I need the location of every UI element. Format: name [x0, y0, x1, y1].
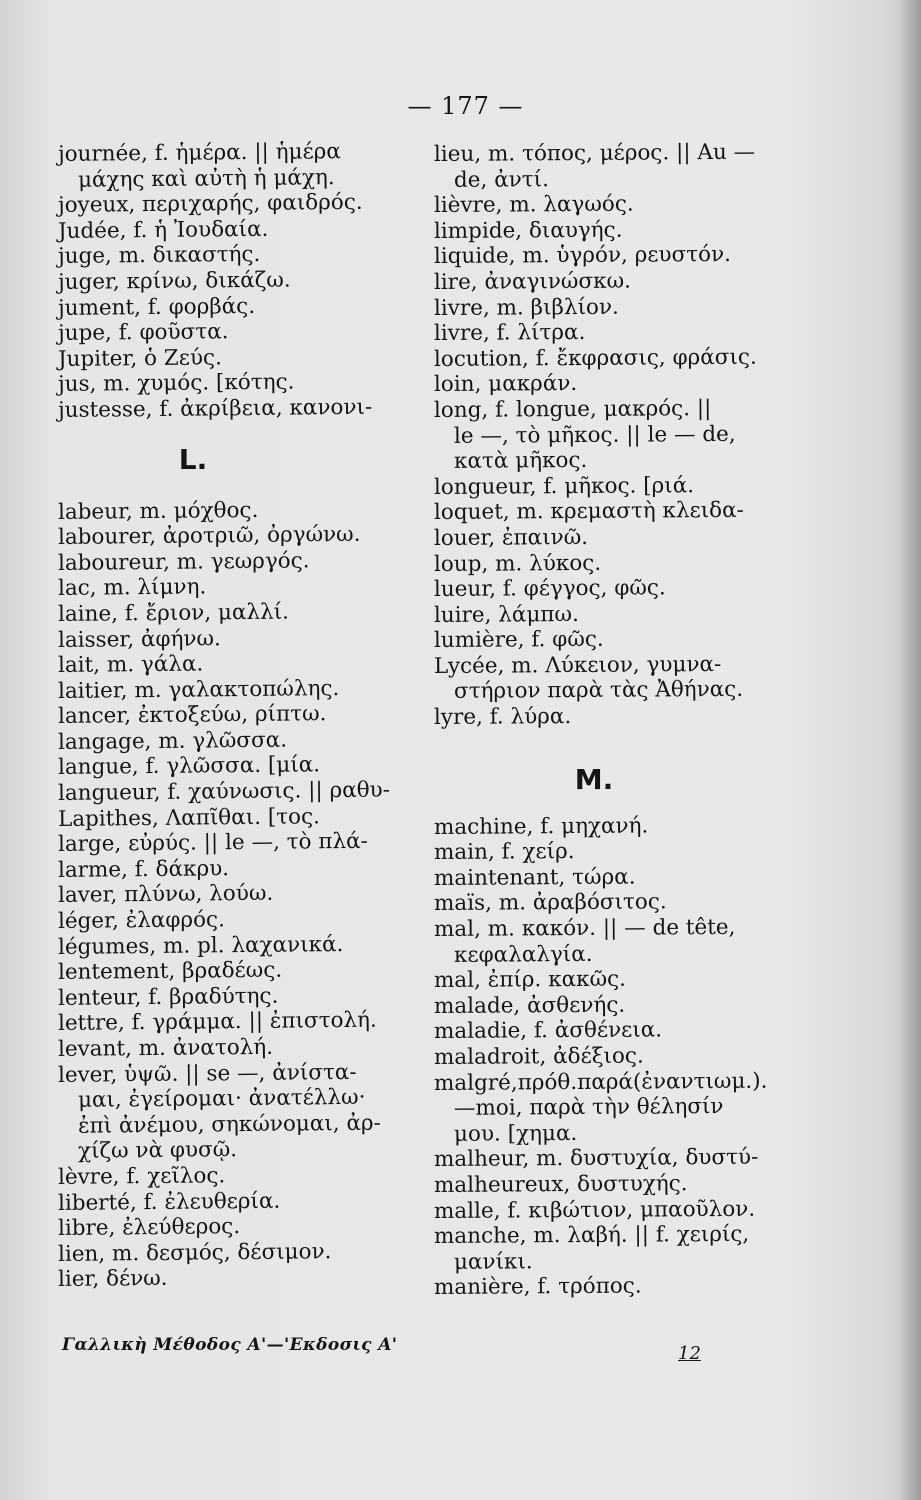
dictionary-entry: lire, ἀναγινώσκω.	[433, 268, 631, 295]
dictionary-entry: lièvre, m. λαγωός.	[433, 191, 634, 219]
dictionary-entry: loquet, m. κρεμαστὴ κλειδα-	[433, 498, 744, 526]
dictionary-entry: livre, m. βιβλίον.	[433, 294, 619, 321]
dictionary-entry: larme, f. δάκρυ.	[57, 856, 230, 883]
dictionary-entry: malade, ἀσθενής.	[433, 992, 626, 1019]
letter-heading: L.	[178, 442, 208, 476]
dictionary-entry: manche, m. λαβή. || f. χειρίς,	[433, 1221, 750, 1250]
right-column	[433, 139, 774, 1301]
dictionary-entry: long, f. longue, μακρός. ||	[433, 396, 712, 423]
dictionary-entry: mal, m. κακόν. || — de tête,	[433, 914, 736, 943]
entry-continuation: —moi, παρὰ τὴν θέλησίν	[453, 1094, 724, 1122]
dictionary-entry: langage, m. γλῶσσα.	[57, 727, 288, 755]
dictionary-entry: langueur, f. χαύνωσις. || ραθυ-	[57, 777, 391, 807]
dictionary-entry: léger, ἐλαφρός.	[57, 907, 225, 935]
book-title-footer: Γαλλικὴ Μέθοδος Α'—'Εκδοσις Α'	[62, 1335, 398, 1355]
dictionary-entry: jument, f. φορβάς.	[57, 293, 256, 321]
dictionary-entry: louer, ἐπαινῶ.	[433, 524, 589, 551]
dictionary-entry: mal, ἐπίρ. κακῶς.	[433, 966, 627, 994]
dictionary-entry: légumes, m. pl. λαχανικά.	[57, 931, 344, 960]
dictionary-entry: labeur, m. μόχθος.	[57, 497, 259, 525]
entry-continuation: ἐπὶ ἀνέμου, σηκώνομαι, ἀρ-	[77, 1110, 381, 1139]
dictionary-entry: jupe, f. φοῦστα.	[57, 319, 229, 347]
dictionary-entry: manière, f. τρόπος.	[433, 1273, 642, 1301]
dictionary-entry: labourer, ἀροτριῶ, ὀργώνω.	[57, 521, 361, 551]
dictionary-entry: lèvre, f. χεῖλος.	[57, 1163, 226, 1190]
dictionary-entry: livre, f. λίτρα.	[433, 320, 586, 347]
dictionary-entry: levant, m. ἀνατολή.	[57, 1034, 274, 1062]
dictionary-entry: Lycée, m. Λύκειον, γυμνα-	[433, 651, 722, 679]
dictionary-entry: laitier, m. γαλακτοπώλης.	[57, 675, 340, 704]
dictionary-entry: lancer, ἐκτοξεύω, ρίπτω.	[57, 701, 327, 730]
left-column	[57, 139, 398, 1293]
dictionary-entry: lait, m. γάλα.	[57, 651, 204, 679]
dictionary-entry: maladroit, ἀδέξιος.	[433, 1043, 644, 1070]
dictionary-entry: lettre, f. γράμμα. || ἐπιστολή.	[57, 1008, 377, 1037]
dictionary-entry: malheureux, δυστυχής.	[433, 1171, 688, 1198]
dictionary-entry: laver, πλύνω, λούω.	[57, 881, 274, 909]
dictionary-entry: laisser, ἀφήνω.	[57, 625, 221, 653]
dictionary-entry: lier, δένω.	[57, 1266, 168, 1293]
dictionary-entry: locution, f. ἔκφρασις, φράσις.	[433, 344, 757, 372]
dictionary-entry: lever, ὑψῶ. || se —, ἀνίστα-	[57, 1059, 357, 1088]
dictionary-entry: malheur, m. δυστυχία, δυστύ-	[433, 1145, 759, 1173]
dictionary-entry: maladie, f. ἀσθένεια.	[433, 1017, 663, 1045]
dictionary-entry: journée, f. ἡμέρα. || ἡμέρα	[57, 139, 341, 167]
entry-continuation: στήριον παρὰ τὰς Ἀθήνας.	[453, 677, 744, 705]
dictionary-entry: laine, f. ἔριον, μαλλί.	[57, 599, 290, 627]
dictionary-entry: langue, f. γλῶσσα. [μία.	[57, 752, 321, 781]
dictionary-entry: liquide, m. ὑγρόν, ρευστόν.	[433, 242, 732, 270]
dictionary-entry: lyre, f. λύρα.	[433, 704, 572, 731]
page-edge-shadow	[899, 0, 921, 1500]
dictionary-entry: main, f. χείρ.	[433, 839, 575, 866]
dictionary-entry: Judée, f. ἡ Ἰουδαία.	[57, 216, 269, 244]
dictionary-entry: lumière, f. φῶς.	[433, 627, 604, 654]
entry-continuation: μου. [χημα.	[453, 1120, 578, 1147]
dictionary-entry: laboureur, m. γεωργός.	[57, 548, 310, 576]
entry-continuation: κατὰ μῆκος.	[453, 448, 588, 474]
signature-number: 12	[678, 1343, 701, 1364]
dictionary-entry: liberté, f. ἐλευθερία.	[57, 1188, 281, 1216]
dictionary-entry: juge, m. δικαστής.	[57, 242, 261, 270]
dictionary-entry: lieu, m. τόπος, μέρος. || Au —	[433, 139, 756, 167]
dictionary-entry: longueur, f. μῆκος. [ριά.	[433, 472, 695, 500]
dictionary-entry: malle, f. κιβώτιον, μπαοῦλον.	[433, 1196, 756, 1224]
dictionary-entry: lueur, f. φέγγος, φῶς.	[433, 575, 666, 603]
entry-continuation: μάχης καὶ αὐτὴ ἡ μάχη.	[77, 164, 335, 193]
dictionary-entry: joyeux, περιχαρής, φαιδρός.	[57, 189, 363, 219]
entry-continuation: le —, τὸ μῆκος. || le — de,	[453, 421, 736, 449]
dictionary-entry: jus, m. χυμός. [κότης.	[57, 369, 295, 398]
entry-continuation: κεφαλαλγία.	[453, 941, 593, 968]
entry-continuation: μαι, ἐγείρομαι· ἀνατέλλω·	[77, 1084, 366, 1113]
dictionary-entry: malgré,πρόθ.παρά(ἐναντιωμ.).	[433, 1068, 768, 1096]
dictionary-entry: Jupiter, ὁ Ζεύς.	[57, 345, 222, 372]
dictionary-entry: limpide, διαυγής.	[433, 217, 623, 244]
dictionary-entry: lien, m. δεσμός, δέσιμον.	[57, 1238, 332, 1267]
dictionary-entry: loin, μακράν.	[433, 371, 578, 398]
dictionary-entry: libre, ἐλεύθερος.	[57, 1214, 241, 1242]
dictionary-entry: Lapithes, Λαπῖθαι. [τος.	[57, 803, 321, 832]
dictionary-entry: maintenant, τώρα.	[433, 864, 636, 891]
entry-continuation: μανίκι.	[453, 1249, 533, 1275]
dictionary-entry: lenteur, f. βραδύτης.	[57, 983, 279, 1011]
entry-continuation: χίζω νὰ φυσῷ.	[77, 1137, 238, 1165]
entry-continuation: de, ἀντί.	[453, 166, 549, 193]
page-number: — 177 —	[407, 92, 524, 120]
dictionary-entry: lac, m. λίμνη.	[57, 574, 207, 602]
dictionary-entry: maïs, m. ἀραβόσιτος.	[433, 889, 667, 917]
dictionary-entry: large, εὐρύς. || le —, τὸ πλά-	[57, 829, 369, 858]
dictionary-entry: machine, f. μηχανή.	[433, 813, 649, 840]
dictionary-entry: loup, m. λύκος.	[433, 550, 602, 577]
dictionary-entry: justesse, f. ἀκρίβεια, κανονι-	[57, 394, 373, 423]
dictionary-entry: juger, κρίνω, δικάζω.	[57, 267, 291, 295]
dictionary-entry: luire, λάμπω.	[433, 601, 579, 628]
dictionary-entry: lentement, βραδέως.	[57, 957, 283, 986]
letter-heading: M.	[574, 762, 614, 796]
